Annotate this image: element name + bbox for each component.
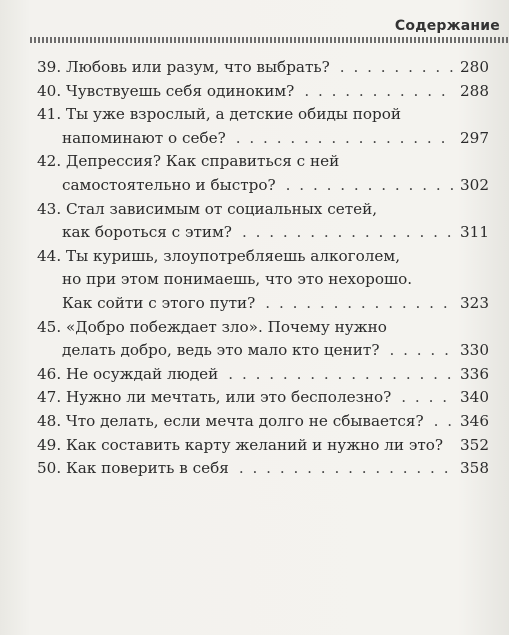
table-of-contents: [37, 56, 489, 481]
toc-page-number: 346: [460, 411, 489, 430]
toc-entry-line: 41. Ты уже взрослый, а детские обиды порой: [37, 105, 401, 124]
toc-page-number: 297: [460, 128, 489, 147]
dot-leader: [389, 339, 454, 363]
toc-row: [37, 174, 489, 198]
dot-leader: [340, 56, 454, 80]
toc-entry-title: 50. Как поверить в себя: [37, 459, 229, 478]
toc-page-number: 352: [460, 435, 489, 454]
toc-row: [37, 363, 489, 387]
toc-entry-title: 47. Нужно ли мечтать, или это бесполезно?: [37, 388, 392, 407]
dot-leader: [228, 363, 454, 387]
toc-row: [37, 221, 489, 245]
toc-entry-title: 48. Что делать, если мечта долго не сбывается?: [37, 411, 424, 430]
toc-entry-45: [37, 316, 489, 363]
toc-entry-continuation: делать добро, ведь это мало кто ценит?: [62, 341, 380, 360]
dot-leader: [242, 221, 454, 245]
toc-page-number: 280: [460, 58, 489, 76]
toc-entry-line: но при этом понимаешь, что это нехорошо.: [62, 270, 413, 289]
toc-entry-39: [37, 56, 489, 80]
dot-leader: [286, 174, 454, 198]
dot-leader: [453, 434, 454, 458]
dot-leader: [434, 410, 454, 434]
toc-entry-continuation: как бороться с этим?: [62, 223, 232, 242]
toc-entry-50: [37, 457, 489, 481]
toc-page-number: 358: [460, 459, 489, 478]
page-header: [0, 0, 509, 44]
toc-row: [37, 410, 489, 434]
toc-row: [37, 457, 489, 481]
toc-entry-47: [37, 386, 489, 410]
toc-entry-title: 40. Чувствуешь себя одиноким?: [37, 81, 295, 100]
toc-entry-43: [37, 198, 489, 245]
toc-entry-line: 43. Стал зависимым от социальных сетей,: [37, 199, 378, 218]
toc-row: [37, 80, 489, 104]
toc-entry-line: 42. Депрессия? Как справиться с ней: [37, 152, 340, 171]
toc-entry-line: 45. «Добро побеждает зло». Почему нужно: [37, 317, 387, 336]
toc-row: [37, 339, 489, 363]
dot-leader: [236, 127, 454, 151]
toc-page-number: 336: [460, 364, 489, 383]
toc-page-number: 340: [460, 388, 489, 407]
toc-entry-title: 46. Не осуждай людей: [37, 364, 219, 383]
toc-row: [37, 292, 489, 316]
toc-page-number: 302: [460, 175, 489, 194]
toc-entry-44: [37, 245, 489, 316]
dot-leader: [239, 457, 454, 481]
toc-entry-continuation: Как сойти с этого пути?: [62, 293, 256, 312]
toc-entry-42: [37, 150, 489, 197]
toc-entry-40: [37, 80, 489, 104]
dot-leader: [304, 80, 454, 104]
toc-row: [37, 434, 489, 458]
toc-entry-title: 39. Любовь или разум, что выбрать?: [37, 58, 330, 76]
dot-leader: [265, 292, 454, 316]
toc-entry-48: [37, 410, 489, 434]
toc-row: [37, 127, 489, 151]
dotted-rule: [30, 37, 509, 43]
toc-page-number: 330: [460, 341, 489, 360]
toc-row: [37, 56, 489, 80]
toc-row: [37, 386, 489, 410]
toc-entry-41: [37, 103, 489, 150]
toc-entry-continuation: самостоятельно и быстро?: [62, 175, 276, 194]
toc-page-number: 311: [460, 223, 489, 242]
toc-entry-title: 49. Как составить карту желаний и нужно ли это?: [37, 435, 444, 454]
toc-entry-continuation: напоминают о себе?: [62, 128, 226, 147]
toc-page-number: 288: [460, 81, 489, 100]
section-title: Содержание: [394, 18, 500, 34]
toc-entry-49: [37, 434, 489, 458]
toc-entry-line: 44. Ты куришь, злоупотребляешь алкоголем,: [37, 246, 401, 265]
dot-leader: [401, 386, 454, 410]
toc-page-number: 323: [460, 293, 489, 312]
toc-entry-46: [37, 363, 489, 387]
